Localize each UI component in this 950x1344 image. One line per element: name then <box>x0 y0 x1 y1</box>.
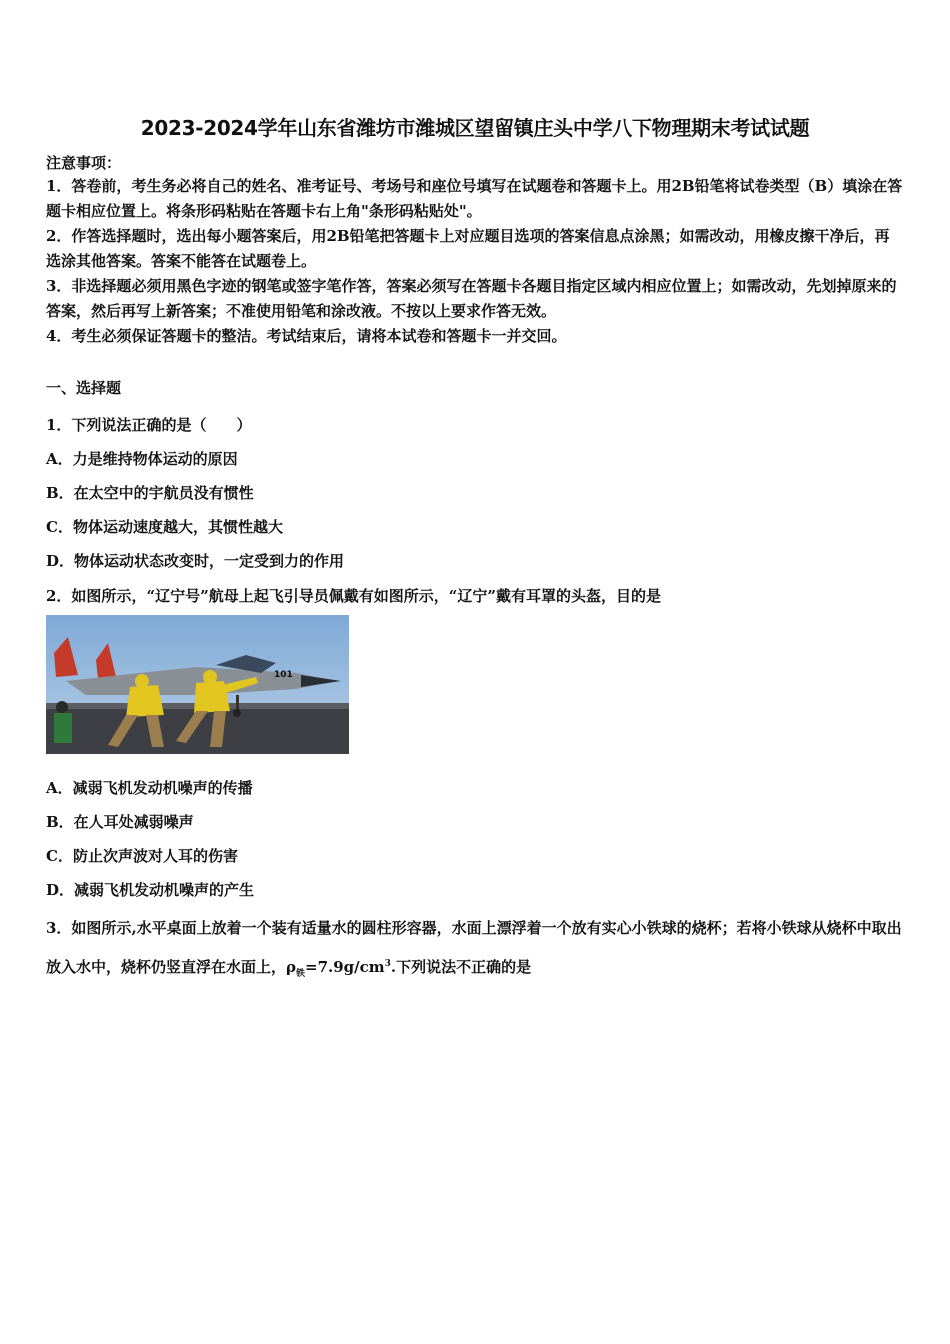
page-title: 2023-2024学年山东省潍坊市潍城区望留镇庄头中学八下物理期末考试试题 <box>140 116 810 140</box>
question-2-stem: 2．如图所示，“辽宁号”航母上起飞引导员佩戴有如图所示，“辽宁”戴有耳罩的头盔，目的是 <box>46 587 661 605</box>
section-heading: 一、选择题 <box>46 379 122 397</box>
notice-item-1: 1．答卷前，考生务必将自己的姓名、准考证号、考场号和座位号填写在试题卷和答题卡上。用2B铅笔将试卷类型（B）填涂在答题卡相应位置上。将条形码粘贴在答题卡右上角"条形码粘贴处"。 <box>46 177 903 220</box>
density-exponent: 3 <box>384 959 391 969</box>
density-symbol: ρ <box>286 958 296 976</box>
question-1-option-b: B．在太空中的宇航员没有惯性 <box>46 484 254 502</box>
density-subscript: 铁 <box>296 969 306 979</box>
density-value: =7.9g/cm <box>305 958 385 976</box>
question-2-option-a: A．减弱飞机发动机噪声的传播 <box>46 779 253 797</box>
question-1-option-d: D．物体运动状态改变时，一定受到力的作用 <box>46 552 345 570</box>
notice-heading: 注意事项： <box>46 154 122 172</box>
question-2-option-c: C．防止次声波对人耳的伤害 <box>46 847 238 865</box>
question-1-option-c: C．物体运动速度越大，其惯性越大 <box>46 518 283 536</box>
question-3-text-part2: .下列说法不正确的是 <box>390 958 532 976</box>
question-2-option-d: D．减弱飞机发动机噪声的产生 <box>46 881 255 899</box>
notice-item-4: 4．考生必须保证答题卡的整洁。考试结束后，请将本试卷和答题卡一并交回。 <box>46 327 567 345</box>
notice-item-3: 3．非选择题必须用黑色字迹的钢笔或签字笔作答，答案必须写在答题卡各题目指定区域内相应位置上；如需改动，先划掉原来的答案，然后再写上新答案；不准使用铅笔和涂改液。不按以上要求作答无效。 <box>46 277 897 320</box>
question-3-text-part1: 3．如图所示,水平桌面上放着一个装有适量水的圆柱形容器，水面上漂浮着一个放有实心小铁球的烧杯；若将小铁球从烧杯中取出放入水中，烧杯仍竖直浮在水面上， <box>46 919 902 976</box>
question-1-stem: 1．下列说法正确的是（ ） <box>46 416 252 434</box>
question-2-figure <box>46 615 349 754</box>
notice-item-2: 2．作答选择题时，选出每小题答案后，用2B铅笔把答题卡上对应题目选项的答案信息点涂黑；如需改动，用橡皮擦干净后，再选涂其他答案。答案不能答在试题卷上。 <box>46 227 890 270</box>
question-1-option-a: A．力是维持物体运动的原因 <box>46 450 238 468</box>
question-3-stem <box>46 910 904 992</box>
aircraft-carrier-photo <box>46 615 349 754</box>
jet-number-label: 101 <box>274 670 293 680</box>
question-2-option-b: B．在人耳处减弱噪声 <box>46 813 194 831</box>
